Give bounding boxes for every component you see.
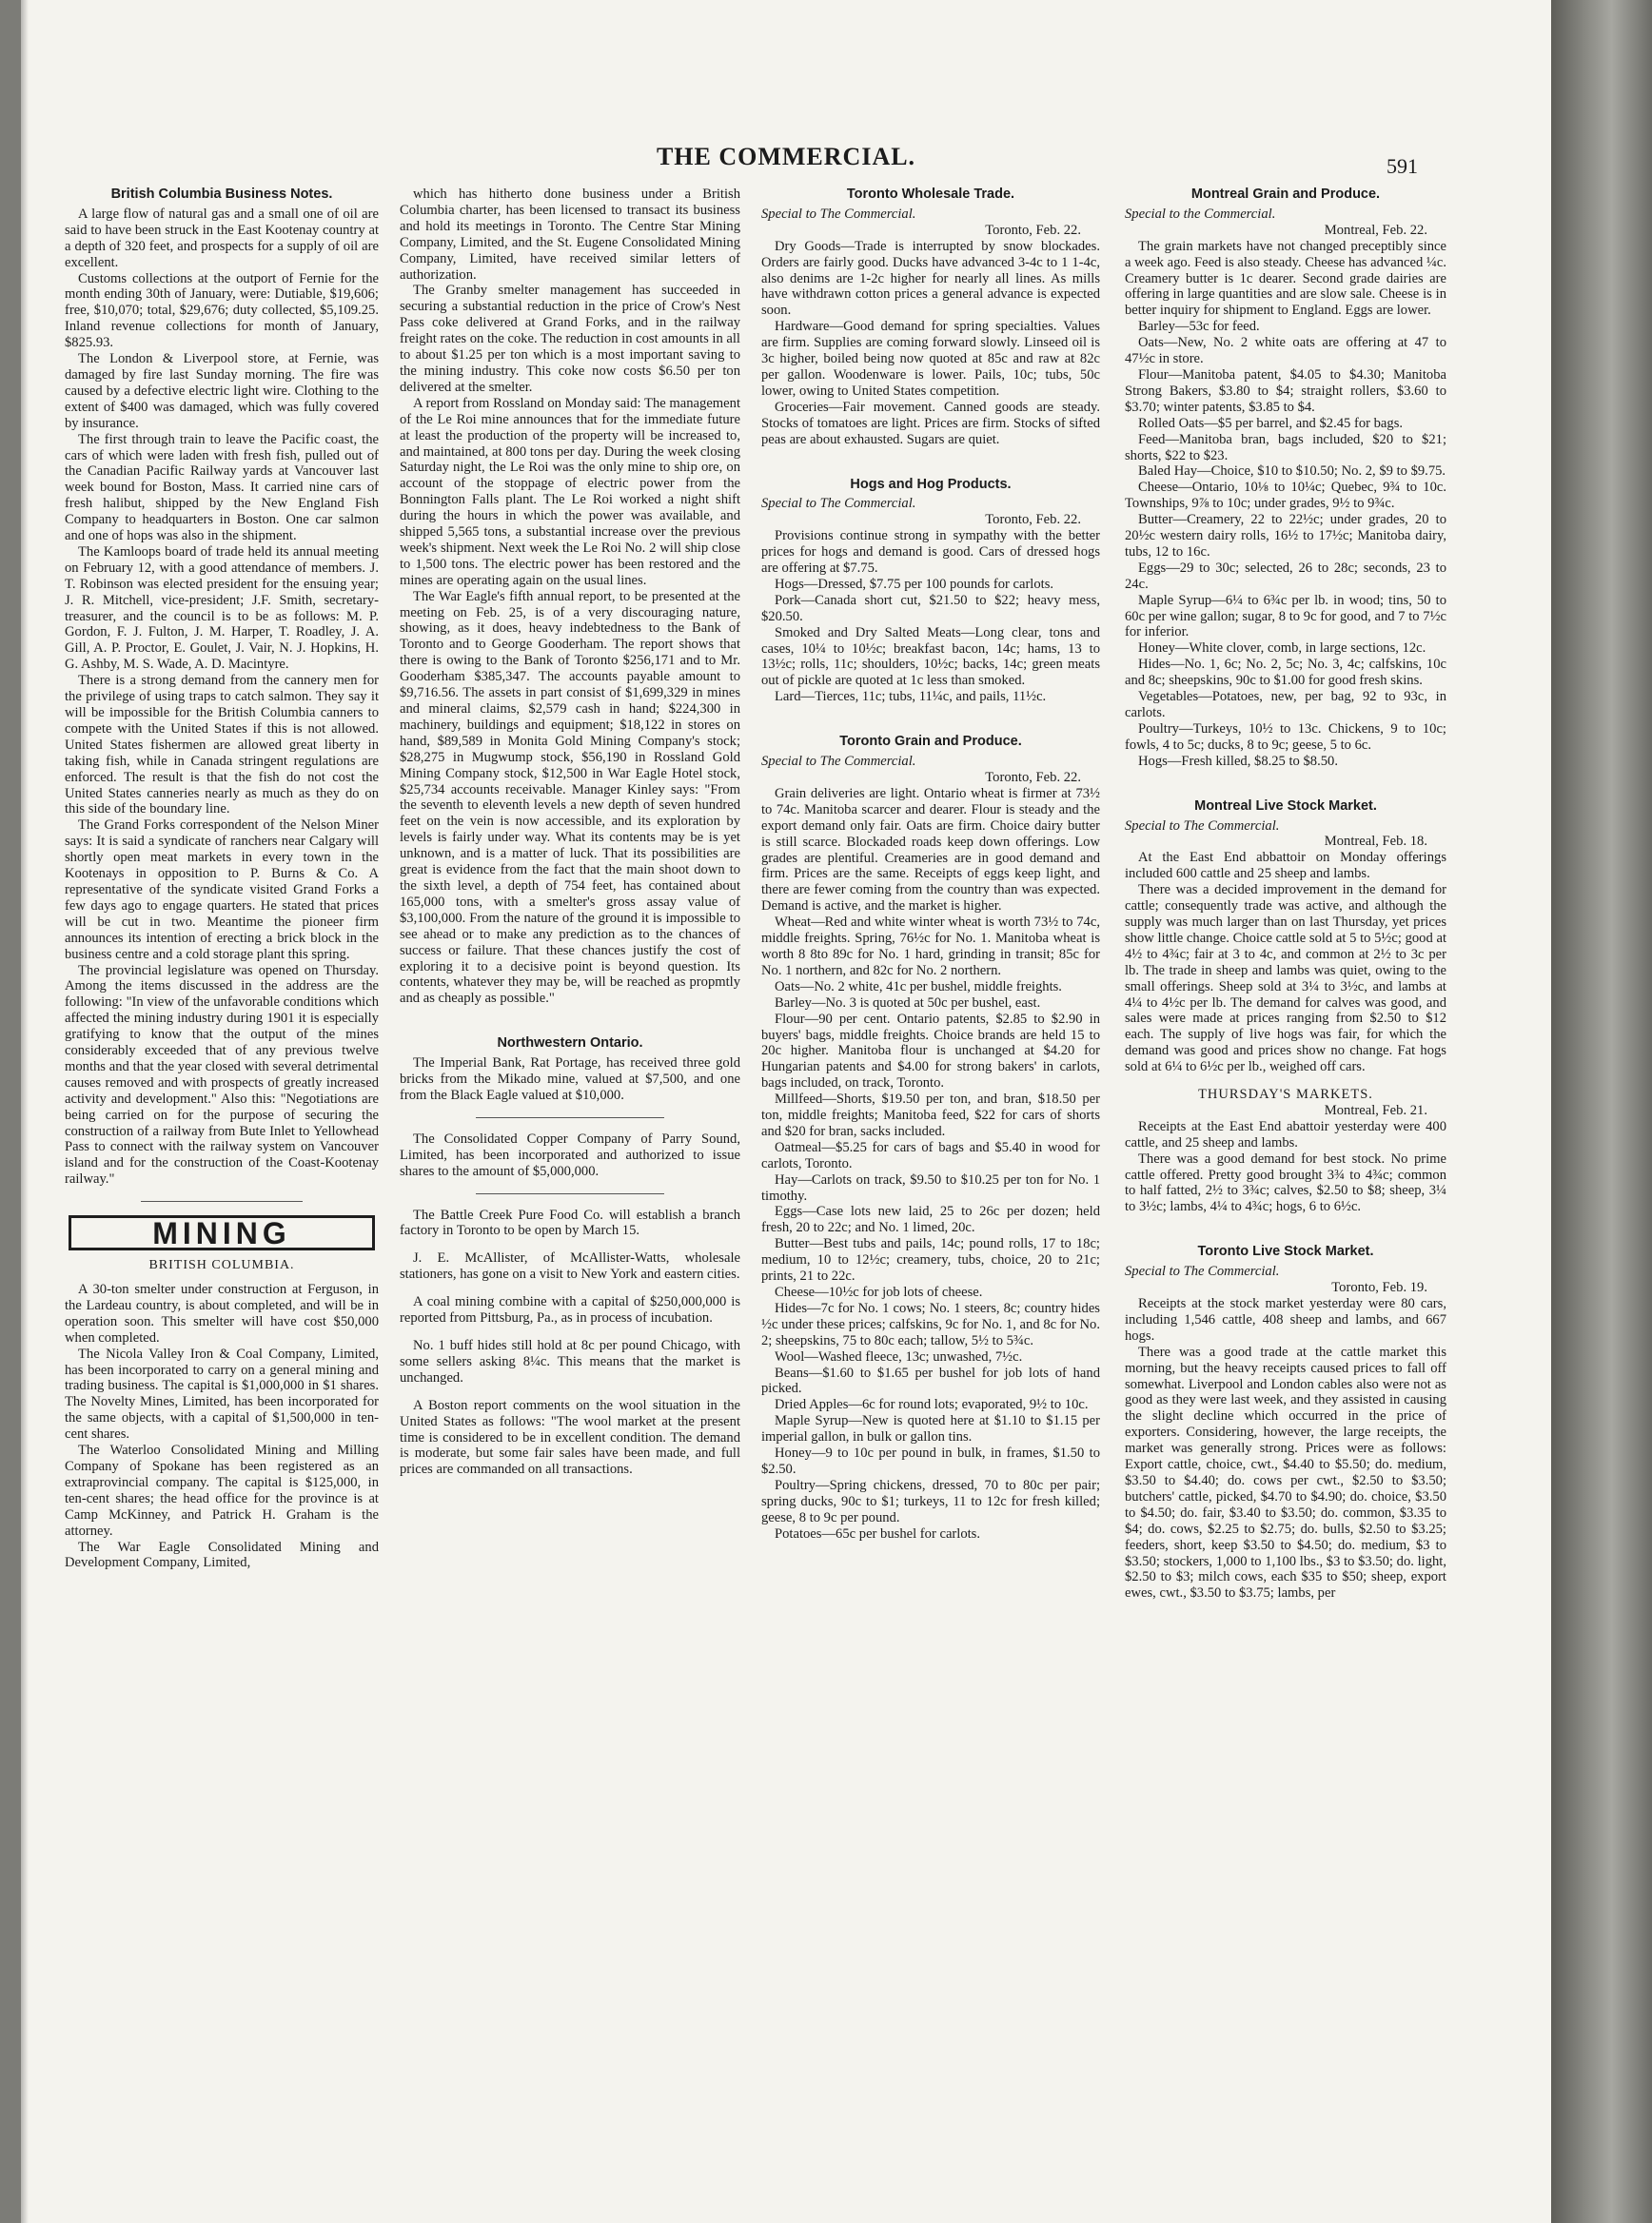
article-paragraph: The first through train to leave the Pacific coast, the cars of which were laden with fresh fish, pulled out of the Canadian Pacific Railway yards at Vancouver last week bound for Boston, Mass. It carried nine cars of fresh halibut, shipped by the New England Fish Company to headquarters in Boston. One car salmon and one of hops was also in the shipment.	[65, 431, 379, 544]
article-paragraph: Hardware—Good demand for spring specialties. Values are firm. Supplies are coming forward slowly. Linseed oil is 3c higher, boiled being now quoted at 85c and raw at 82c per gallon. Woodenware is lower. Pails, 10c; tubs, 50c lower, owing to United States competition.	[761, 319, 1100, 399]
dateline: Toronto, Feb. 22.	[985, 512, 1081, 528]
article-paragraph: Dry Goods—Trade is interrupted by snow blockades. Orders are fairly good. Ducks have advanced 3-4c to 1 1-4c, also denims are 1-2c higher for nearly all lines. As mills have withdrawn cotton prices a general advance is expected soon.	[761, 238, 1100, 319]
article-paragraph: The Granby smelter management has succeeded in securing a substantial reduction in the price of Crow's Nest Pass coke delivered at Grand Forks, and in the railway freight rates on the coke. The reduction in cost amounts in all to about $1.25 per ton which is a most important saving to the mining industry. This coke now costs $6.50 per ton delivered at the smelter.	[400, 283, 740, 395]
spacer	[400, 1007, 740, 1035]
article-paragraph: J. E. McAllister, of McAllister-Watts, wholesale stationers, has gone on a visit to New York and eastern cities.	[400, 1250, 740, 1283]
section-heading-montreal-live-stock: Montreal Live Stock Market.	[1194, 797, 1377, 814]
article-paragraph: Honey—White clover, comb, in large sections, 12c.	[1138, 640, 1426, 657]
masthead: THE COMMERCIAL.	[656, 143, 916, 170]
column-4	[1125, 187, 1446, 2209]
article-paragraph: A report from Rossland on Monday said: The management of the Le Roi mine announces that for the immediate future at least the production of the property will be increased to, and maintained, at 800 tons per day. During the week closing Saturday night, the Le Roi was the only mine to ship ore, on account of the stoppage of electric power from the Bonnington Falls plant. The Le Roi worked a night shift during the hours in which the power was available, and shipped 5,565 tons, a substantial increase over the previous week's shipment. Next week the Le Roi No. 2 will ship close to 1,500 tons. The electric power has been restored and the mines are operating again on the usual lines.	[400, 395, 740, 588]
article-paragraph: Eggs—29 to 30c; selected, 26 to 28c; seconds, 23 to 24c.	[1125, 560, 1446, 592]
dateline: Toronto, Feb. 22.	[985, 770, 1081, 785]
article-paragraph: There is a strong demand from the cannery men for the privilege of using traps to catch salmon. They say it will be impossible for the British Columbia canners to compete with the United States if this is not allowed. United States fishermen are allowed great liberty in taking fish, while in Canada stringent regulations are enforced. The result is that the fish do not cost the United States canneries nearly as much as they do on this side of the boundary line.	[65, 673, 379, 817]
article-paragraph: Grain deliveries are light. Ontario wheat is firmer at 73½ to 74c. Manitoba scarcer and dearer. Flour is steady and the export demand only fair. Oats are firm. Choice dairy butter is still scarce. Blockaded roads keep down offerings. Low grades are plentiful. Creameries are in good demand and firm. Prices are the same. Receipts of eggs keep light, and there are fewer coming from the country than was expected. Demand is active, and the market is higher.	[761, 785, 1100, 915]
article-paragraph: The Imperial Bank, Rat Portage, has received three gold bricks from the Mikado mine, valued at $7,500, and one from the Black Eagle valued at $10,000.	[400, 1055, 740, 1103]
spacer	[400, 1327, 740, 1338]
spacer	[1125, 770, 1446, 798]
divider	[141, 1201, 303, 1202]
divider	[476, 1117, 664, 1118]
article-paragraph: Oats—No. 2 white, 41c per bushel, middle freights.	[775, 978, 1062, 994]
special-line: Special to The Commercial.	[761, 206, 916, 222]
mining-section-title: MINING	[69, 1215, 375, 1250]
article-paragraph: Provisions continue strong in sympathy with the better prices for hogs and demand is good. Cars of dressed hogs are offering at $7.75.	[761, 528, 1100, 577]
article-paragraph: The London & Liverpool store, at Fernie, was damaged by fire last Sunday morning. The fire was caused by a defective electric light wire. Clothing to the extent of $400 was damaged, which was fully covered by insurance.	[65, 351, 379, 431]
article-paragraph: Potatoes—65c per bushel for carlots.	[775, 1525, 981, 1542]
article-paragraph: At the East End abbattoir on Monday offerings included 600 cattle and 25 sheep and lambs.	[1125, 850, 1446, 882]
section-heading-bc-business-notes: British Columbia Business Notes.	[110, 187, 333, 202]
subheading-thursdays-markets: THURSDAY'S MARKETS.	[1198, 1087, 1373, 1103]
article-paragraph: The War Eagle's fifth annual report, to be presented at the meeting on Feb. 25, is of a very discouraging nature, showing, as it does, heavy indebtedness to the Bank of Toronto and to George Gooderham. The report shows that there is owing to the Bank of Toronto $256,171 and to Mr. Gooderham $385,347. The accounts payable amount to $9,716.56. The assets in part consist of $1,699,329 in mines and mineral claims, $2,579 cash in hand; $224,300 in machinery, buildings and equipment; $18,122 in stores on hand, $89,589 in Monita Gold Mining Company's stock; $28,275 in Mugwump stock, $56,190 in Rossland Gold Mining Company stock, $12,500 in War Eagle Hotel stock, $25,734 accounts receivable. Manager Kinley says: "From the seventh to eleventh levels a new depth of seven hundred feet on the vein is now accessible, and its exploration by levels is fairly under way. What its contents may be is yet unknown, and is a matter of luck. That its possibilities are great is evidence from the fact that the main shoot down to the sixth level, a depth of 754 feet, has contained about 165,000 tons, with a smelter's gross assay value of $3,100,000. From the nature of the ground it is impossible to see ahead or to make any prediction as to the chances of success or failure. That these chances justify the cost of exploring it to a decisive point is beyond question. Its contents, whatever they may be, will be reached as propmtly and as cheaply as possible."	[400, 588, 740, 1007]
article-paragraph: Oats—New, No. 2 white oats are offering at 47 to 47½c in store.	[1125, 335, 1446, 367]
spacer	[400, 1387, 740, 1398]
article-paragraph: Maple Syrup—New is quoted here at $1.10 to $1.15 per imperial gallon, in bulk or gallon tins.	[761, 1413, 1100, 1446]
article-paragraph: A 30-ton smelter under construction at Ferguson, in the Lardeau country, is about completed, and will be in operation soon. This smelter will have cost $50,000 when completed.	[65, 1282, 379, 1346]
article-paragraph: Hogs—Dressed, $7.75 per 100 pounds for carlots.	[775, 576, 1054, 592]
special-line: Special to The Commercial.	[1125, 817, 1280, 834]
article-paragraph: Receipts at the stock market yesterday were 80 cars, including 1,546 cattle, 408 sheep and lambs, and 667 hogs.	[1125, 1296, 1446, 1344]
subheading-british-columbia: BRITISH COLUMBIA.	[148, 1258, 295, 1273]
article-paragraph: Dried Apples—6c for round lots; evaporated, 9½ to 10c.	[775, 1397, 1089, 1413]
section-heading-montreal-grain: Montreal Grain and Produce.	[1190, 187, 1381, 202]
special-line: Special to The Commercial.	[1125, 1264, 1280, 1280]
article-paragraph: Vegetables—Potatoes, new, per bag, 92 to 93c, in carlots.	[1125, 689, 1446, 720]
spacer	[1125, 1075, 1446, 1087]
article-paragraph: Hides—7c for No. 1 cows; No. 1 steers, 8c; country hides ½c under these prices; calfskins, 9c for No. 1, and 8c for No. 2; sheepskins, 75 to 80c each; tallow, 5½ to 5¾c.	[761, 1300, 1100, 1348]
article-paragraph: Barley—No. 3 is quoted at 50c per bushel, east.	[775, 994, 1041, 1011]
dateline: Montreal, Feb. 22.	[1324, 222, 1427, 238]
article-paragraph: Poultry—Turkeys, 10½ to 13c. Chickens, 9 to 10c; fowls, 4 to 5c; ducks, 8 to 9c; geese, 5 to 6c.	[1125, 720, 1446, 753]
article-paragraph: Eggs—Case lots new laid, 25 to 26c per dozen; held fresh, 20 to 22c; and No. 1 limed, 20c.	[761, 1204, 1100, 1236]
spacer	[761, 448, 1100, 477]
article-paragraph: There was a good demand for best stock. No prime cattle offered. Pretty good brought 3¾ to 4¾c; common to half fatted, 2½ to 3¾c; calves, $2.50 to $8; sheep, 3¼ to 3½c; lambs, 4¼ to 4¾c; hogs, 6 to 6½c.	[1125, 1151, 1446, 1215]
dateline: Toronto, Feb. 22.	[985, 222, 1081, 238]
article-paragraph: Flour—Manitoba patent, $4.05 to $4.30; Manitoba Strong Bakers, $3.80 to $4; straight rollers, $3.60 to $3.70; winter patents, $3.85 to $4.	[1125, 366, 1446, 415]
article-paragraph: The Battle Creek Pure Food Co. will establish a branch factory in Toronto to be open by March 15.	[400, 1207, 740, 1239]
article-paragraph: The War Eagle Consolidated Mining and Development Company, Limited,	[65, 1539, 379, 1571]
article-paragraph: A large flow of natural gas and a small one of oil are said to have been struck in the East Kootenay country at a depth of 320 feet, and prospects for a supply of oil are excellent.	[65, 206, 379, 270]
section-heading-hogs: Hogs and Hog Products.	[850, 476, 1012, 492]
article-paragraph: Wool—Washed fleece, 13c; unwashed, 7½c.	[775, 1348, 1023, 1365]
article-paragraph: Butter—Creamery, 22 to 22½c; under grades, 20 to 20½c western dairy rolls, 16½ to 17½c; Manitoba dairy, tubs, 12 to 16c.	[1125, 512, 1446, 560]
article-paragraph: The Grand Forks correspondent of the Nelson Miner says: It is said a syndicate of ranchers near Calgary will shortly open meat markets in every town in the Kootenays in opposition to P. Burns & Co. A representative of the syndicate visited Grand Forks a few days ago to engage quarters. He stated that prices will be cut in two. Meantime the pioneer firm announces its intention of erecting a brick block in the business centre and a cold storage plant this spring.	[65, 817, 379, 962]
article-paragraph: which has hitherto done business under a British Columbia charter, has been licensed to transact its business and hold its meetings in Toronto. The Centre Star Mining Company, Limited, and the St. Eugene Consolidated Mining Company, Limited, have received similar letters of authorization.	[400, 187, 740, 283]
article-paragraph: A coal mining combine with a capital of $250,000,000 is reported from Pittsburg, Pa., as in process of incubation.	[400, 1294, 740, 1327]
article-paragraph: Receipts at the East End abattoir yesterday were 400 cattle, and 25 sheep and lambs.	[1125, 1118, 1446, 1151]
article-paragraph: Beans—$1.60 to $1.65 per bushel for job lots of hand picked.	[761, 1365, 1100, 1397]
dateline: Toronto, Feb. 19.	[1331, 1280, 1427, 1296]
article-paragraph: Hides—No. 1, 6c; No. 2, 5c; No. 3, 4c; calfskins, 10c and 8c; sheepskins, 90c to $1.00 for good fresh skins.	[1125, 657, 1446, 689]
dateline: Montreal, Feb. 18.	[1324, 834, 1427, 850]
spacer	[400, 1283, 740, 1294]
article-paragraph: Barley—53c for feed.	[1138, 319, 1260, 335]
page-number: 591	[1386, 154, 1418, 178]
article-paragraph: Smoked and Dry Salted Meats—Long clear, tons and cases, 10¼ to 10½c; breakfast bacon, 14c; hams, 13 to 13½c; rolls, 11c; shoulders, 10½c; backs, 14c; green meats out of pickle are quoted at 1c less than smoked.	[761, 624, 1100, 689]
column-2	[400, 187, 740, 2209]
article-paragraph: Hogs—Fresh killed, $8.25 to $8.50.	[1138, 753, 1338, 769]
article-paragraph: Groceries—Fair movement. Canned goods are steady. Stocks of tomatoes are light. Prices are firm. Stocks of sifted peas are about exhausted. Sugars are quiet.	[761, 399, 1100, 447]
article-paragraph: The Consolidated Copper Company of Parry Sound, Limited, has been incorporated and authorized to issue shares to the amount of $5,000,000.	[400, 1131, 740, 1179]
article-paragraph: The grain markets have not changed preceptibly since a week ago. Feed is also steady. Cheese has advanced ¼c. Creamery butter is 1c dearer. Second grade dairies are offering in large quantities and are slow sale. Cheese is in better inquiry for shipment to England. Eggs are lower.	[1125, 238, 1446, 319]
special-line: Special to the Commercial.	[1125, 206, 1276, 222]
page-shadow	[21, 0, 29, 2223]
article-paragraph: Lard—Tierces, 11c; tubs, 11¼c, and pails, 11½c.	[775, 689, 1047, 705]
article-paragraph: No. 1 buff hides still hold at 8c per pound Chicago, with some sellers asking 8¼c. This means that the market is unchanged.	[400, 1338, 740, 1386]
article-paragraph: Wheat—Red and white winter wheat is worth 73½ to 74c, middle freights. Spring, 76½c for No. 1. Manitoba wheat is worth 8 8to 89c for No. 1 hard, grinding in transit; 85c for No. 1 northern, and 82c for No. 2 northern.	[761, 915, 1100, 978]
section-heading-toronto-grain: Toronto Grain and Produce.	[839, 734, 1022, 750]
article-paragraph: Butter—Best tubs and pails, 14c; pound rolls, 17 to 18c; medium, 10 to 12½c; creamery, tubs, choice, 20 to 21c; prints, 21 to 22c.	[761, 1236, 1100, 1285]
article-paragraph: Flour—90 per cent. Ontario patents, $2.85 to $2.90 in buyers' bags, middle freights. Choice brands are held 15 to 20c higher. Manitoba flour is unchanged at $4.20 for Hungarian patents and $4.00 for strong bakers' in carlots, bags included, on track, Toronto.	[761, 1011, 1100, 1092]
article-paragraph: Maple Syrup—6¼ to 6¾c per lb. in wood; tins, 50 to 60c per wine gallon; sugar, 8 to 9c for good, and 7 to 7½c for inferior.	[1125, 592, 1446, 640]
section-heading-toronto-live-stock: Toronto Live Stock Market.	[1197, 1244, 1374, 1260]
spacer	[1125, 1215, 1446, 1244]
article-paragraph: Customs collections at the outport of Fernie for the month ending 30th of January, were: Dutiable, $19,606; free, $10,070; total, $29,676; duty collected, $5,109.25. Inland revenue collections for month of January, $825.93.	[65, 270, 379, 351]
article-paragraph: Feed—Manitoba bran, bags included, $20 to $21; shorts, $22 to $23.	[1125, 431, 1446, 463]
article-paragraph: Rolled Oats—$5 per barrel, and $2.45 for bags.	[1138, 415, 1404, 431]
article-paragraph: There was a decided improvement in the demand for cattle; consequently trade was active, and although the supply was much larger than on last Thursday, yet prices show little change. Choice cattle sold at 5 to 5½c; good at 4½ to 4¾c; fair at 3 to 4c, and common at 2½ to 3c per lb. The trade in sheep and lambs was quiet, owing to the small offerings. Sheep sold at 3¼ to 3½c, and lambs at 4¼ to 4½c per lb. The demand for calves was good, and sales were made at prices ranging from $2.50 to $12 each. The supply of live hogs was fair, for which the demand was good and prices show no change. Fat hogs sold at 6¼ to 6½c per lb., weighed off cars.	[1125, 882, 1446, 1075]
newspaper-page	[21, 0, 1551, 2223]
article-paragraph: The Kamloops board of trade held its annual meeting on February 12, with a good attendance of members. J. T. Robinson was elected president for the ensuing year; J. R. Mitchell, vice-president; J.F. Smith, secretary-treasurer, and the council is to be as follows: M. P. Gordon, F. J. Fulton, J. M. Harper, T. Roadley, J. A. Gill, A. P. Proctor, E. Goulet, J. Vair, N. J. Hopkins, H. G. Ashby, M. S. Wade, A. D. Macintyre.	[65, 543, 379, 673]
article-paragraph: Honey—9 to 10c per pound in bulk, in frames, $1.50 to $2.50.	[761, 1446, 1100, 1477]
divider	[476, 1193, 664, 1194]
section-heading-toronto-wholesale: Toronto Wholesale Trade.	[846, 187, 1015, 202]
article-paragraph: Oatmeal—$5.25 for cars of bags and $5.40 in wood for carlots, Toronto.	[761, 1139, 1100, 1171]
article-paragraph: Baled Hay—Choice, $10 to $10.50; No. 2, $9 to $9.75.	[1138, 463, 1446, 480]
spacer	[400, 1239, 740, 1250]
article-paragraph: Pork—Canada short cut, $21.50 to $22; heavy mess, $20.50.	[761, 592, 1100, 624]
section-heading-northwestern-ontario: Northwestern Ontario.	[497, 1035, 643, 1052]
article-paragraph: Poultry—Spring chickens, dressed, 70 to 80c per pair; spring ducks, 90c to $1; turkeys, 11 to 12c for fresh killed; geese, 8 to 9c per pound.	[761, 1477, 1100, 1525]
article-paragraph: Cheese—10½c for job lots of cheese.	[775, 1285, 983, 1300]
article-paragraph: The Nicola Valley Iron & Coal Company, Limited, has been incorporated to carry on a general mining and trading business. The capital is $1,000,000 in $1 shares. The Novelty Mines, Limited, has been incorporated for the same objects, with a capital of $1,500,000 in ten-cent shares.	[65, 1346, 379, 1443]
dateline: Montreal, Feb. 21.	[1324, 1102, 1427, 1118]
article-paragraph: There was a good trade at the cattle market this morning, but the heavy receipts caused prices to fall off somewhat. Liverpool and London cables also were not as good as they were last week, and they assisted in causing the slight decline which occurred in the price of exporters. Considering, however, the large receipts, the market was generally strong. Prices were as follows: Export cattle, choice, cwt., $4.40 to $5.50; do. medium, $3.50 to $4.40; do. cows per cwt., $2.50 to $3.50; butchers' cattle, picked, $4.70 to $4.90; do. choice, $3.50 to $4.50; do. fair, $3.40 to $3.50; do. common, $3.35 to $4; do. cows, $2.25 to $2.75; do. bulls, $2.50 to $3.25; feeders, short, keep $3.50 to $4.50; do. medium, $3 to $3.50; stockers, 1,000 to 1,100 lbs., $3 to $3.50; do. light, $2.50 to $3; milch cows, each $35 to $50; sheep, export ewes, cwt., $3.50 to $3.75; lambs, per	[1125, 1344, 1446, 1602]
article-paragraph: The Waterloo Consolidated Mining and Milling Company of Spokane has been registered as an extraprovincial company. The capital is $125,000, in ten-cent shares; the head office for the province is at Camp McKinney, and Patrick H. Graham is the attorney.	[65, 1443, 379, 1539]
article-paragraph: Hay—Carlots on track, $9.50 to $10.25 per ton for No. 1 timothy.	[761, 1171, 1100, 1204]
book-page-edge	[1551, 0, 1652, 2223]
article-paragraph: Millfeed—Shorts, $19.50 per ton, and bran, $18.50 per ton, middle freights; Manitoba feed, $22 for cars of shorts and $20 for bran, sacks included.	[761, 1092, 1100, 1139]
spacer	[761, 705, 1100, 734]
article-paragraph: A Boston report comments on the wool situation in the United States as follows: "The wool market at the present time is considered to be in excellent condition. The demand is moderate, but some fair sales have been made, and full prices are commanded on all transactions.	[400, 1397, 740, 1478]
special-line: Special to The Commercial.	[761, 754, 916, 770]
special-line: Special to The Commercial.	[761, 496, 916, 512]
column-3	[761, 187, 1100, 2209]
article-paragraph: Cheese—Ontario, 10⅛ to 10¼c; Quebec, 9¾ to 10c. Townships, 9⅞ to 10c; under grades, 9½ to 9¾c.	[1125, 480, 1446, 512]
article-paragraph: The provincial legislature was opened on Thursday. Among the items discussed in the address are the following: "In view of the unfavorable conditions which affected the mining industry during 1901 it is especially gratifying to know that the output of the mines considerably exceeded that of any previous twelve months and that the year closed with several detrimental causes removed and with prospects of greatly increased activity and development." Also this: "Negotiations are being carried on for the purpose of securing the construction of a railway from Bute Inlet to Yellowhead Pass to connect with the railway system on Vancouver island and for the construction of the Coast-Kootenay railway."	[65, 962, 379, 1188]
column-1	[65, 187, 379, 2209]
